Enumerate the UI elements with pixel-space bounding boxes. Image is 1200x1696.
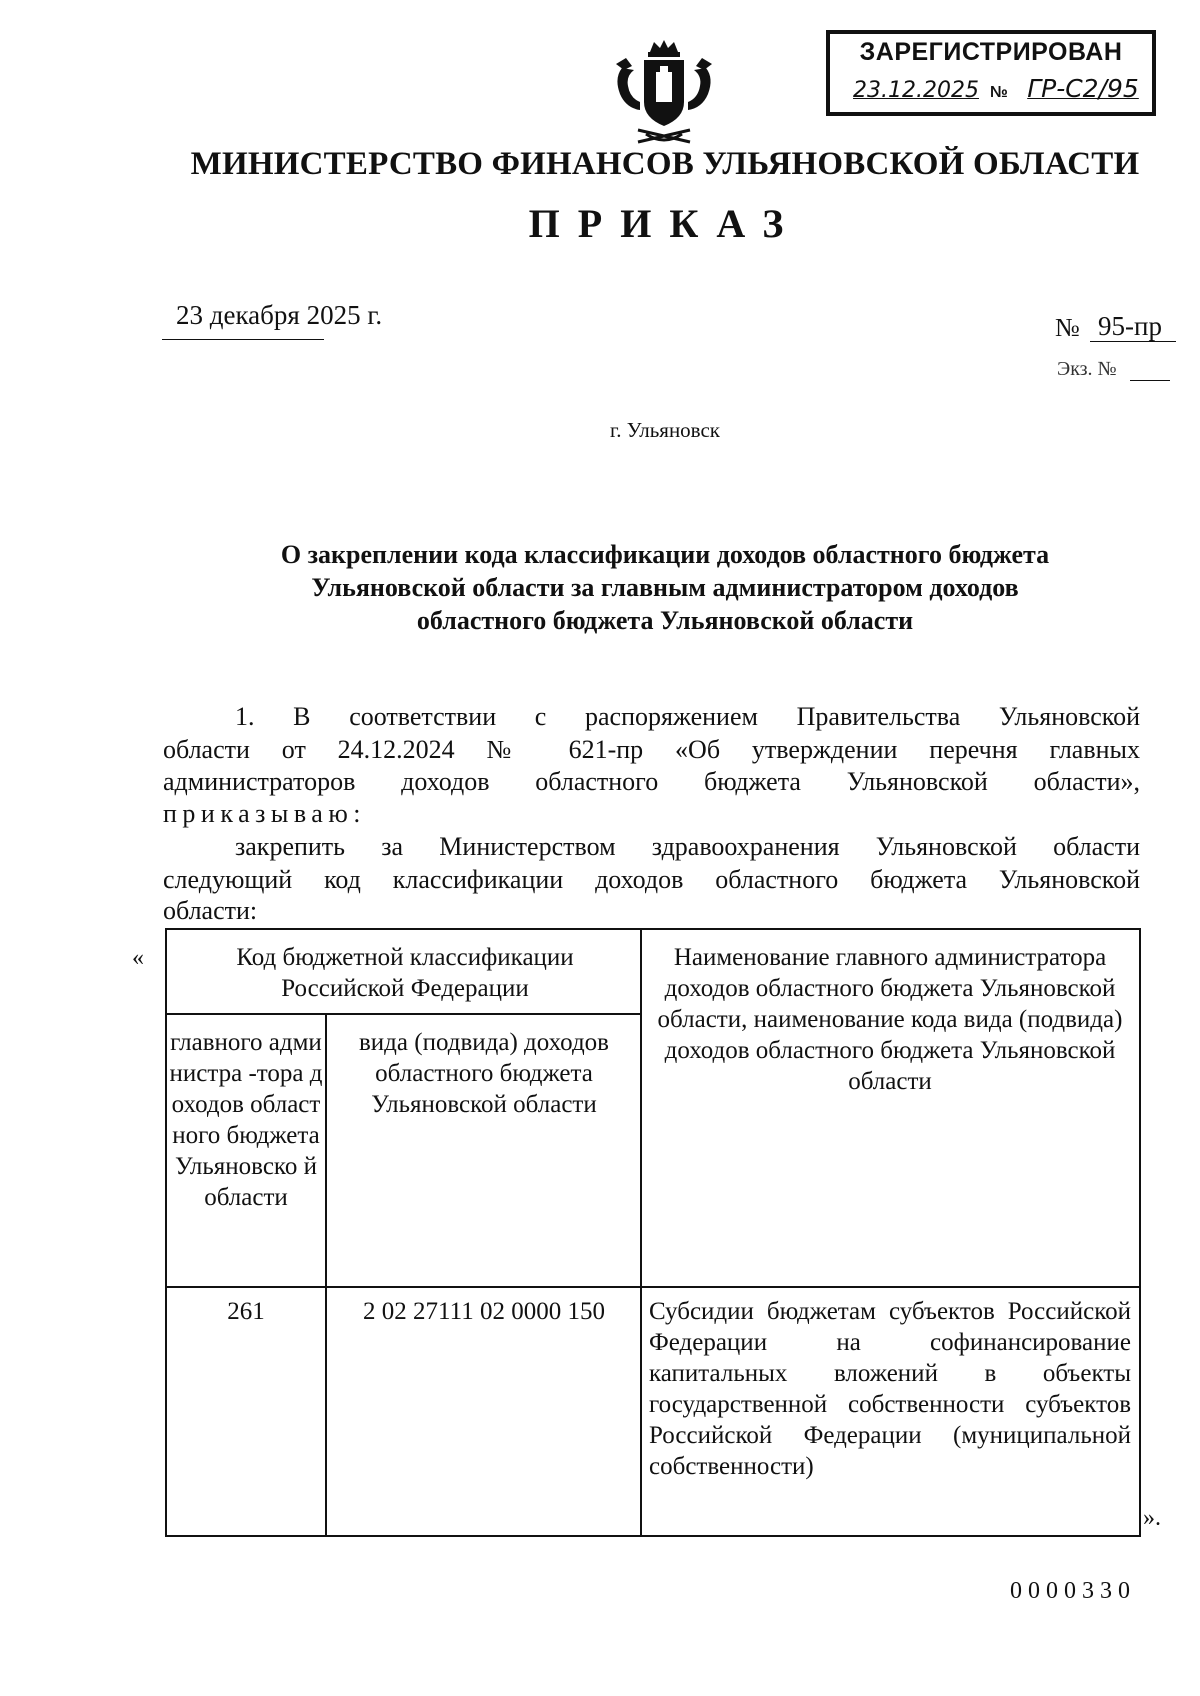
- order-number: 95-пр: [1098, 311, 1162, 341]
- order-title-line: Ульяновской области за главным администратором доходов: [311, 573, 1019, 602]
- paragraph-line: области от 24.12.2024 № 621-пр «Об утверждении перечня главных: [163, 734, 1140, 764]
- stamp-date: 23.12.2025: [853, 78, 979, 103]
- table-border: [165, 928, 167, 1537]
- opening-quote: «: [132, 945, 144, 971]
- header-admin-code: главного администра -тора доходов областного бюджета Ульяновско й области: [169, 1029, 323, 1211]
- order-title-line: О закреплении кода классификации доходов областного бюджета: [280, 540, 1050, 569]
- order-word: приказываю:: [163, 799, 366, 828]
- header-administrator-name: Наименование главного администратора доходов областного бюджета Ульяновской области, наименование кода вида (подвида) доходов областного бюджета Ульяновской области: [657, 944, 1123, 1095]
- paragraph-line: 1. В соответствии с распоряжением Правительства Ульяновской: [235, 702, 1140, 731]
- closing-quote: ».: [1143, 1505, 1161, 1531]
- date-underline: [162, 339, 324, 340]
- table-border: [165, 1286, 1141, 1288]
- header-code-group: Код бюджетной классификации Российской Федерации: [236, 944, 574, 1002]
- table-border: [1139, 928, 1141, 1537]
- row-admin-code: 261: [227, 1298, 265, 1325]
- number-underline: [1090, 341, 1176, 342]
- row-income-name: Субсидии бюджетам субъектов Российской Федерации на софинансирование капитальных вложений в объекты государственной собственности субъектов Российской Федерации (муниципальной собственности): [649, 1298, 1131, 1480]
- registration-stamp: [826, 30, 1156, 116]
- paragraph-1: [163, 701, 1140, 799]
- paragraph-line: области:: [163, 896, 258, 925]
- coat-of-arms-emblem: [610, 38, 718, 150]
- order-number-label: №: [1055, 313, 1080, 342]
- serial-number: 0000330: [1010, 1578, 1136, 1604]
- order-title-line: областного бюджета Ульяновской области: [416, 606, 914, 635]
- table-border: [165, 1535, 1141, 1537]
- table-border: [325, 1013, 327, 1537]
- table-border: [165, 928, 1141, 930]
- paragraph-line: закрепить за Министерством здравоохранения Ульяновской области: [235, 832, 1140, 861]
- paragraph-line: следующий код классификации доходов областного бюджета Ульяновской: [163, 864, 1140, 894]
- order-date: 23 декабря 2025 г.: [176, 300, 383, 330]
- ministry-name: МИНИСТЕРСТВО ФИНАНСОВ УЛЬЯНОВСКОЙ ОБЛАСТИ: [190, 146, 1140, 182]
- stamp-number-label: №: [990, 84, 1008, 101]
- paragraph-line: администраторов доходов областного бюджета Ульяновской области»,: [163, 767, 1140, 796]
- stamp-title: ЗАРЕГИСТРИРОВАН: [859, 38, 1123, 66]
- stamp-registration-number: ГР-С2/95: [1027, 74, 1139, 103]
- city: г. Ульяновск: [609, 418, 720, 442]
- classification-table: [165, 928, 1141, 1537]
- table-border: [640, 928, 642, 1537]
- copy-number-label: Экз. №: [1057, 358, 1117, 380]
- header-kind-code: вида (подвида) доходов областного бюджета Ульяновской области: [359, 1029, 609, 1118]
- row-kind-code: 2 02 27111 02 0000 150: [363, 1298, 605, 1325]
- table-border: [165, 1013, 642, 1015]
- paragraph-2: [163, 831, 1140, 896]
- document-type: ПРИКАЗ: [528, 201, 802, 246]
- copy-number-blank: [1130, 380, 1170, 381]
- order-title: [150, 538, 1180, 637]
